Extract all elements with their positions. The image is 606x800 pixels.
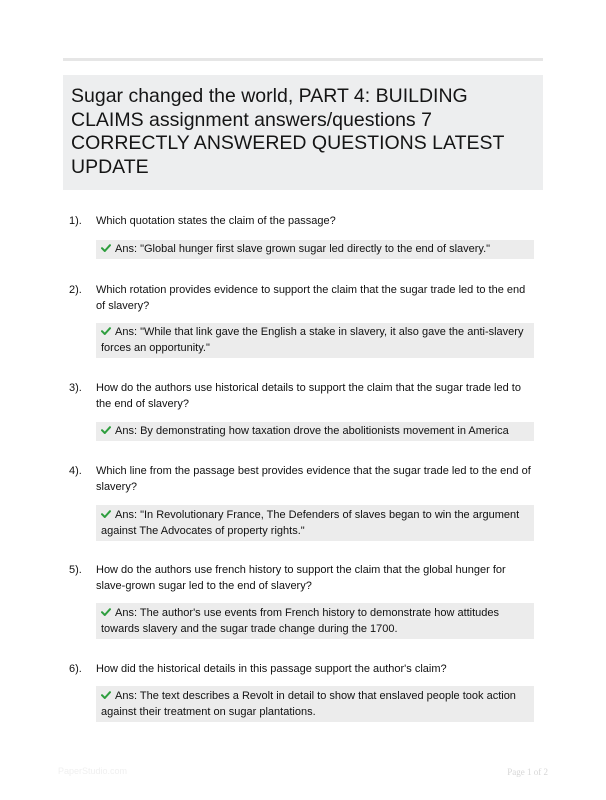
answer-box (96, 323, 534, 358)
question-text: Which rotation provides evidence to support the claim that the sugar trade led to the end of slavery? (96, 284, 526, 312)
question-number: 1). (69, 215, 82, 227)
question-number: 6). (69, 663, 82, 675)
answer-box (96, 505, 534, 541)
answer-text: Ans: "While that link gave the English a stake in slavery, it also gave the anti-slavery forces an opportunity." (101, 326, 524, 354)
answer-box (96, 603, 534, 639)
question-text: How do the authors use french history to support the claim that the global hunger for slave-grown sugar led to the end of slavery? (96, 564, 506, 592)
question-number: 4). (69, 465, 82, 477)
check-icon (101, 425, 111, 435)
question-number: 5). (69, 564, 82, 576)
answer-text: Ans: "Global hunger first slave grown sugar led directly to the end of slavery." (115, 243, 491, 255)
question-text: Which line from the passage best provides evidence that the sugar trade led to the end of slavery? (96, 465, 531, 493)
question-text: Which quotation states the claim of the passage? (96, 215, 336, 227)
answer-text: Ans: The author's use events from French history to demonstrate how attitudes towards slavery and the sugar trade change during the 1700. (101, 607, 500, 635)
question-number: 2). (69, 284, 82, 296)
question-text: How did the historical details in this passage support the author's claim? (96, 663, 447, 675)
check-icon (101, 690, 111, 700)
document-title: Sugar changed the world, PART 4: BUILDING CLAIMS assignment answers/questions 7 CORRECTLY ANSWERED QUESTIONS LATEST UPDATE (71, 85, 505, 178)
title-banner (63, 75, 543, 190)
check-icon (101, 607, 111, 617)
footer-watermark: PaperStudio.com (58, 766, 128, 776)
answer-text: Ans: By demonstrating how taxation drove the abolitionists movement in America (115, 425, 509, 437)
answer-box (96, 686, 534, 722)
answer-text: Ans: The text describes a Revolt in detail to show that enslaved people took action against their treatment on sugar plantations. (101, 690, 516, 718)
top-divider (63, 58, 543, 61)
question-text: How do the authors use historical details to support the claim that the sugar trade led to the end of slavery? (96, 382, 521, 410)
check-icon (101, 509, 111, 519)
check-icon (101, 243, 111, 253)
answer-box (96, 422, 534, 441)
answer-box (96, 240, 534, 259)
page-number: Page 1 of 2 (507, 767, 548, 777)
answer-text: Ans: "In Revolutionary France, The Defenders of slaves began to win the argument against The Advocates of property rights." (101, 509, 520, 537)
question-number: 3). (69, 382, 82, 394)
check-icon (101, 326, 111, 336)
